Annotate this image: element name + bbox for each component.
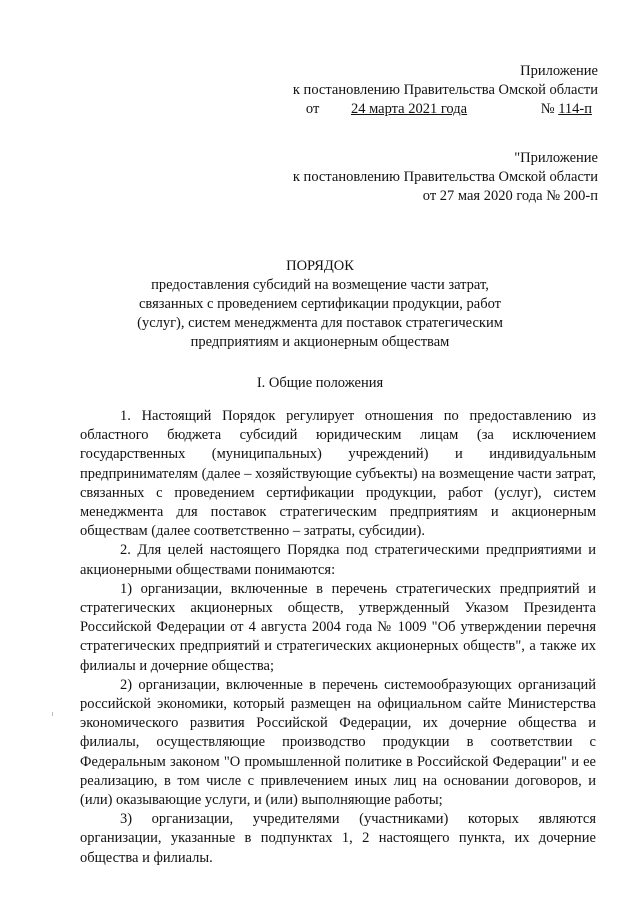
- document-title: [80, 257, 560, 352]
- title-heading: ПОРЯДОК: [286, 258, 354, 274]
- appendix-previous-date-line: от 27 мая 2020 года № 200-п: [422, 188, 598, 204]
- paragraph-2: 2. Для целей настоящего Порядка под стратегическими предприятиями и акционерными обществами понимаются:: [80, 542, 596, 578]
- title-line-4: предприятиям и акционерным обществам: [190, 334, 450, 350]
- resolution-number: 114-п: [558, 101, 592, 117]
- appendix-current-resolution: к постановлению Правительства Омской области: [292, 82, 598, 98]
- scan-artifact: [52, 712, 53, 716]
- section-heading: I. Общие положения: [256, 375, 384, 391]
- document-body: [80, 407, 596, 868]
- resolution-date: 24 марта 2021 года: [350, 101, 468, 117]
- appendix-previous-block: [293, 149, 598, 206]
- appendix-current-block: [293, 62, 598, 119]
- paragraph-1: 1. Настоящий Порядок регулирует отношения по предоставлению из областного бюджета субсидий юридическим лицам (за исключением государственных (муниципальных) учреждений) и индивидуальным предпринимателям (далее – хозяйствующие субъекты) на возмещение части затрат, связанных с проведением сертификации продукции, работ (услуг), систем менеджмента для поставок стратегическим предприятиям и акционерным обществам (далее соответственно – затраты, субсидии).: [80, 408, 596, 540]
- appendix-current-title: Приложение: [520, 63, 598, 79]
- paragraph-2-item-1: 1) организации, включенные в перечень стратегических предприятий и стратегических акционерных обществ, утвержденный Указом Президента Российской Федерации от 4 августа 2004 года № 1009 "Об утверждении перечня стратегических предприятий и стратегических акционерных обществ", а также их филиалы и дочерние общества;: [80, 580, 596, 674]
- paragraph-2-item-3: 3) организации, учредителями (участниками) которых являются организации, указанные в подпунктах 1, 2 настоящего пункта, их дочерние общества и филиалы.: [80, 811, 596, 866]
- number-label: №: [540, 101, 555, 117]
- appendix-previous-title: "Приложение: [514, 150, 598, 166]
- from-label: от: [305, 101, 320, 117]
- appendix-current-date-line: [293, 100, 598, 119]
- title-line-2: связанных с проведением сертификации продукции, работ: [139, 296, 501, 312]
- paragraph-2-item-2: 2) организации, включенные в перечень системообразующих организаций российской экономики, который размещен на официальном сайте Министерства экономического развития Российской Федерации, их дочерние общества и филиалы, осуществляющие производство продукции в соответствии с Федеральным законом "О промышленной политике в Российской Федерации" и ее реализацию, в том числе с привлечением иных лиц на основании договоров, и (или) оказывающие услуги, и (или) выполняющие работы;: [80, 676, 596, 809]
- appendix-previous-resolution: к постановлению Правительства Омской области: [292, 169, 598, 185]
- title-line-3: (услуг), систем менеджмента для поставок стратегическим: [137, 315, 503, 331]
- title-line-1: предоставления субсидий на возмещение части затрат,: [151, 277, 489, 293]
